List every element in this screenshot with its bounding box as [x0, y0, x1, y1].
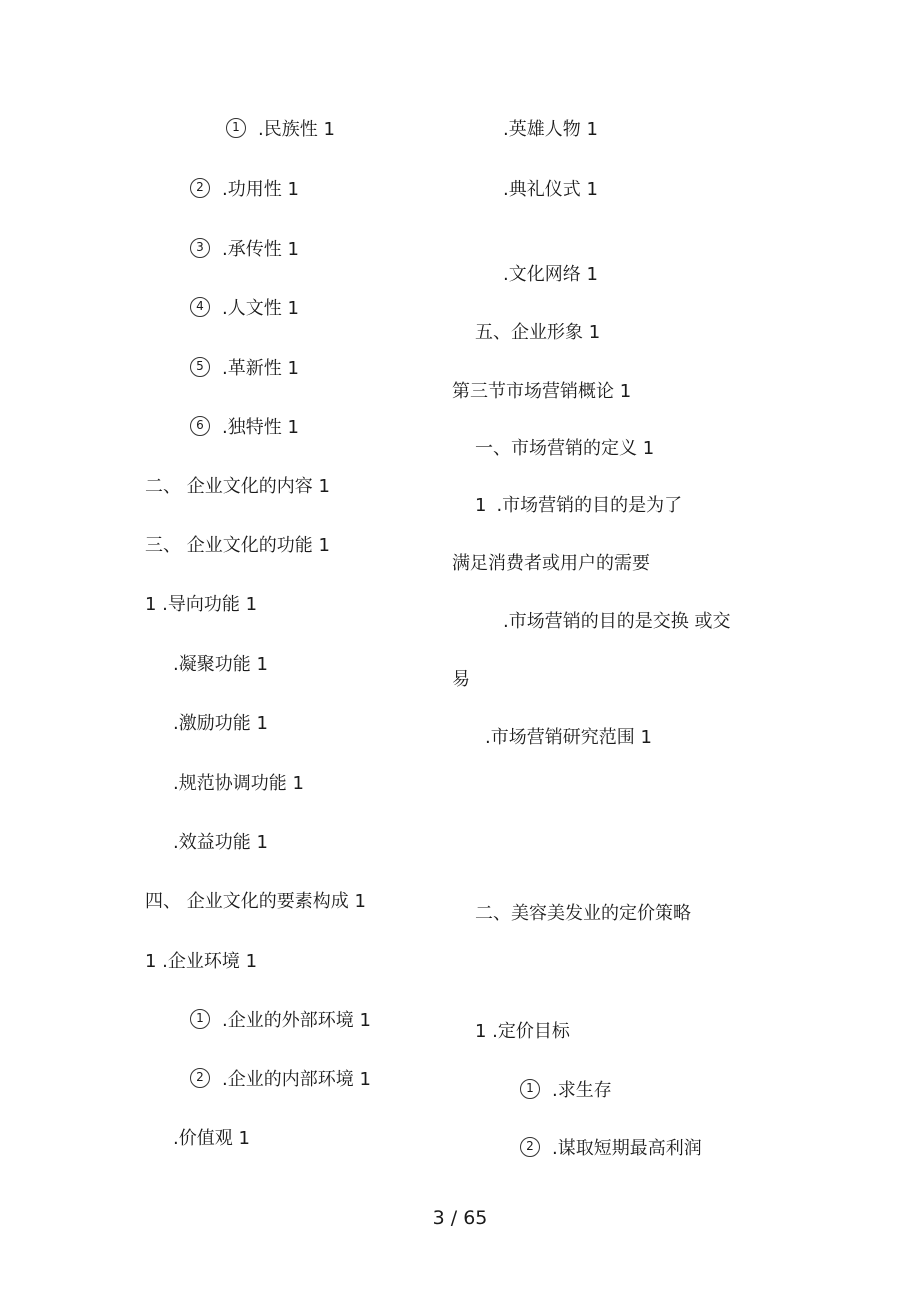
list-item: 2 .谋取短期最高利润 [520, 1137, 702, 1161]
paragraph-line: 满足消费者或用户的需要 [452, 553, 650, 574]
circled-number: 2 [190, 178, 210, 198]
list-item: .规范协调功能 1 [173, 773, 304, 794]
list-item: .英雄人物 1 [503, 119, 598, 140]
circled-number: 3 [190, 238, 210, 258]
list-item: .激励功能 1 [173, 713, 268, 734]
list-item: 5 .革新性 1 [190, 357, 299, 381]
circled-number: 4 [190, 297, 210, 317]
list-item: 1 .导向功能 1 [145, 594, 258, 615]
list-item: .价值观 1 [173, 1128, 250, 1149]
circled-number: 2 [520, 1137, 540, 1157]
list-item: 1 .民族性 1 [226, 118, 335, 142]
page-number: 3 / 65 [432, 1207, 488, 1229]
list-item: 1 .定价目标 [475, 1021, 570, 1042]
list-item: 6 .独特性 1 [190, 416, 299, 440]
circled-number: 1 [190, 1009, 210, 1029]
list-item: .市场营销的目的是交换 或交 [503, 611, 731, 632]
section-heading: 二、 企业文化的内容 1 [145, 476, 330, 497]
list-item: 2 .企业的内部环境 1 [190, 1068, 371, 1092]
list-item: .市场营销研究范围 1 [485, 727, 652, 748]
list-item: .效益功能 1 [173, 832, 268, 853]
list-item: 1 .市场营销的目的是为了 [475, 495, 683, 516]
section-heading: 五、企业形象 1 [475, 322, 601, 343]
paragraph-line: 易 [452, 669, 470, 690]
list-item: 1 .企业环境 1 [145, 951, 258, 972]
list-item: 1 .企业的外部环境 1 [190, 1009, 371, 1033]
section-heading: 一、市场营销的定义 1 [475, 438, 655, 459]
section-heading: 三、 企业文化的功能 1 [145, 535, 330, 556]
list-item: .典礼仪式 1 [503, 179, 598, 200]
list-item: 4 .人文性 1 [190, 297, 299, 321]
section-heading: 二、美容美发业的定价策略 [475, 903, 691, 924]
list-item: 3 .承传性 1 [190, 238, 299, 262]
list-item: .凝聚功能 1 [173, 654, 268, 675]
list-item: .文化网络 1 [503, 264, 598, 285]
circled-number: 2 [190, 1068, 210, 1088]
list-item: 1 .求生存 [520, 1079, 612, 1103]
circled-number: 6 [190, 416, 210, 436]
list-item: 2 .功用性 1 [190, 178, 299, 202]
section-heading: 四、 企业文化的要素构成 1 [145, 891, 366, 912]
circled-number: 1 [520, 1079, 540, 1099]
circled-number: 5 [190, 357, 210, 377]
circled-number: 1 [226, 118, 246, 138]
section-title: 第三节市场营销概论 1 [452, 381, 632, 402]
